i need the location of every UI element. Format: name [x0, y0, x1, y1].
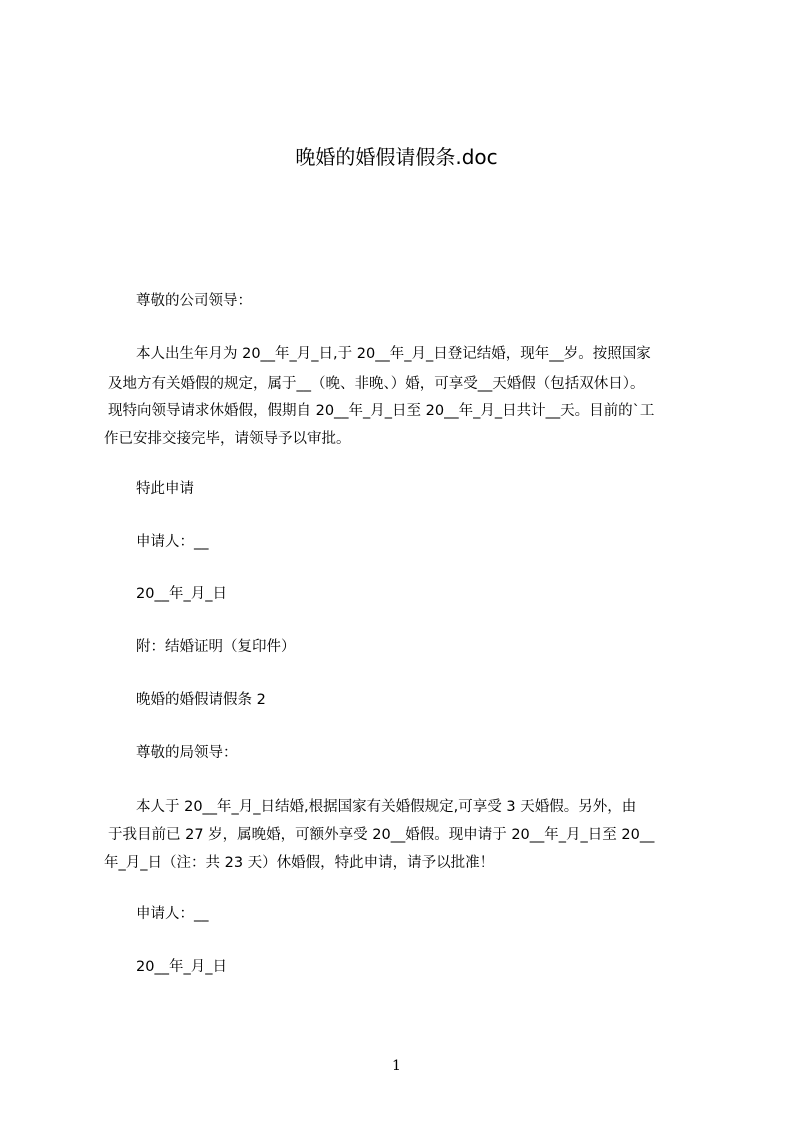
letter1-salutation: 尊敬的公司领导：	[136, 293, 252, 309]
letter1-body-line-1: 本人出生年月为 20__年_月_日,于 20__年_月_日登记结婚，现年__岁。按照国家	[136, 346, 651, 362]
document-title: 晚婚的婚假请假条.doc	[295, 145, 498, 169]
letter1-applicant: 申请人：__	[136, 534, 209, 550]
letter2-body-line-2: 于我目前已 27 岁，属晚婚，可额外享受 20__婚假。现申请于 20__年_月_日至 20__	[108, 827, 655, 843]
letter2-applicant: 申请人：__	[136, 906, 209, 922]
letter2-body-line-1: 本人于 20__年_月_日结婚,根据国家有关婚假规定,可享受 3 天婚假。另外，由	[136, 799, 637, 815]
letter1-attachment: 附：结婚证明（复印件）	[136, 639, 296, 655]
letter1-body-line-3: 现特向领导请求休婚假，假期自 20__年_月_日至 20__年_月_日共计__天。目前的`工	[108, 403, 655, 419]
page-number: 1	[392, 1058, 401, 1074]
letter1-closing: 特此申请	[136, 481, 194, 497]
letter2-body-line-3: 年_月_日（注：共 23 天）休婚假，特此申请，请予以批准！	[104, 855, 495, 871]
letter1-body-line-4: 作已安排交接完毕，请领导予以审批。	[104, 431, 351, 447]
letter1-body-line-2: 及地方有关婚假的规定，属于__（晚、非晚、）婚，可享受__天婚假（包括双休日）。	[108, 376, 645, 392]
letter1-date: 20__年_月_日	[136, 586, 227, 602]
letter2-heading: 晚婚的婚假请假条 2	[136, 692, 266, 708]
letter2-salutation: 尊敬的局领导：	[136, 745, 238, 761]
letter2-date: 20__年_月_日	[136, 959, 227, 975]
